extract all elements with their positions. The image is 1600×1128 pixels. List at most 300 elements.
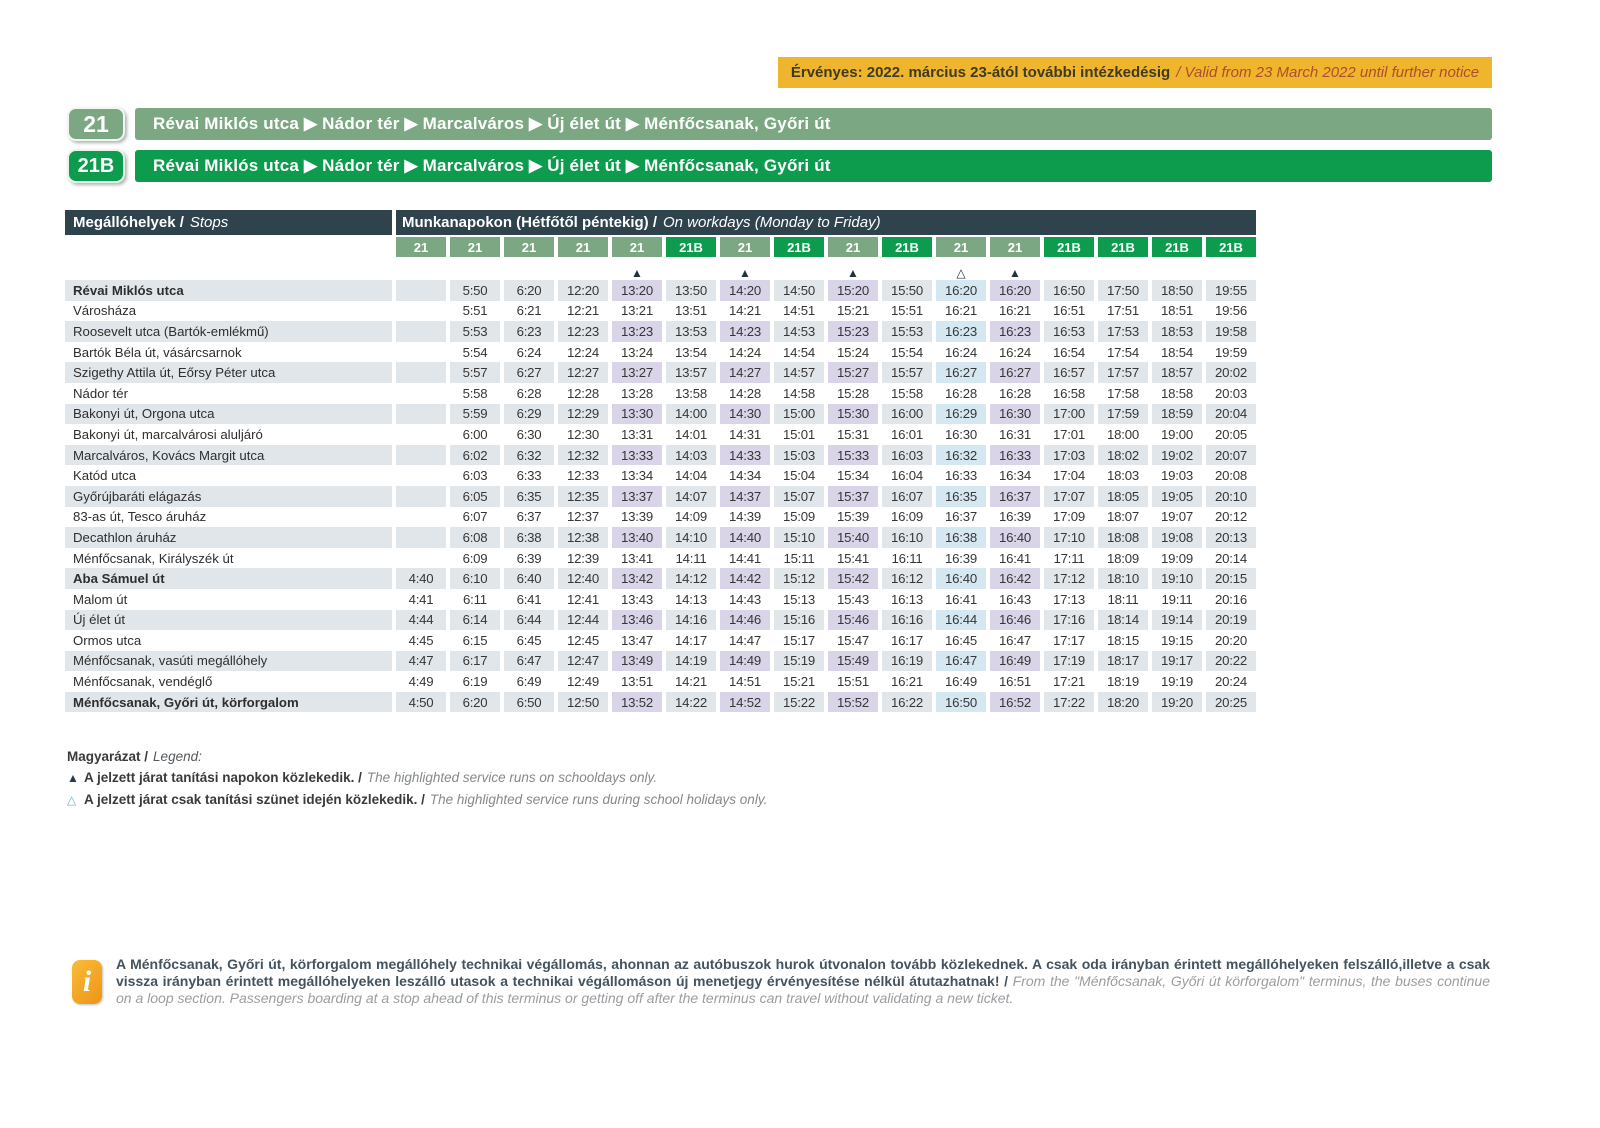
timetable-row: [65, 568, 1256, 589]
time-cell: 6:07: [462, 509, 488, 525]
time-cell: 17:50: [1098, 280, 1148, 301]
time-cell: [396, 321, 446, 342]
time-cell: 15:20: [828, 280, 878, 301]
stop-name: Nádor tér: [73, 385, 128, 401]
time-cell: 6:38: [504, 527, 554, 548]
time-cell: 6:49: [516, 674, 542, 690]
time-cell: 20:08: [1214, 468, 1247, 484]
time-cell: 17:53: [1098, 321, 1148, 342]
time-cell: 16:24: [944, 344, 977, 360]
time-cell: 16:58: [1052, 385, 1085, 401]
time-cell: [396, 465, 446, 486]
time-cell: 6:28: [516, 385, 542, 401]
info-note: [72, 956, 1490, 1006]
time-cell: 12:49: [566, 674, 599, 690]
time-cell: 18:50: [1152, 280, 1202, 301]
timetable-row: [65, 301, 1256, 322]
empty-marker: [504, 260, 554, 280]
time-cell: 15:12: [774, 568, 824, 589]
time-cell: 20:22: [1206, 651, 1256, 672]
time-cell: 16:38: [936, 527, 986, 548]
time-cell: 6:20: [450, 692, 500, 713]
stop-name: Ménfőcsanak, Győri út, körforgalom: [65, 692, 392, 713]
time-cell: 14:12: [666, 568, 716, 589]
time-cell: 16:03: [882, 445, 932, 466]
route-number-cell: 21B: [1152, 237, 1202, 257]
time-cell: 13:30: [612, 404, 662, 425]
time-cell: 6:33: [516, 468, 542, 484]
time-cell: 16:24: [998, 344, 1031, 360]
time-cell: 14:37: [720, 486, 770, 507]
time-cell: 14:53: [774, 321, 824, 342]
time-cell: 6:47: [504, 651, 554, 672]
time-cell: 19:03: [1160, 468, 1193, 484]
time-cell: 14:42: [720, 568, 770, 589]
workdays-header: [396, 210, 1256, 235]
time-cell: 16:53: [1044, 321, 1094, 342]
time-cell: 16:57: [1044, 362, 1094, 383]
time-cell: 12:27: [558, 362, 608, 383]
time-cell: 6:03: [462, 468, 488, 484]
stop-name: Győrújbaráti elágazás: [65, 486, 392, 507]
time-cell: 5:50: [450, 280, 500, 301]
time-cell: 14:39: [728, 509, 761, 525]
time-cell: 16:35: [936, 486, 986, 507]
info-text: [116, 956, 1490, 1006]
time-cell: 14:43: [728, 591, 761, 607]
time-cell: 6:19: [462, 674, 488, 690]
stops-column-header: [65, 210, 392, 235]
route-header-21b: [0, 149, 1600, 183]
time-cell: 15:50: [882, 280, 932, 301]
validity-text-en: / Valid from 23 March 2022 until further notice: [1176, 64, 1480, 81]
time-cell: 15:23: [828, 321, 878, 342]
time-cell: 15:42: [828, 568, 878, 589]
time-cell: 6:09: [462, 550, 488, 566]
time-cell: 14:54: [782, 344, 815, 360]
time-cell: 18:00: [1106, 426, 1139, 442]
time-cell: 16:37: [990, 486, 1040, 507]
route-badge-21: 21: [67, 107, 125, 141]
legend-text-hu: A jelzett járat csak tanítási szünet idején közlekedik. /: [84, 792, 425, 807]
time-cell: 16:23: [990, 321, 1040, 342]
stop-name: Városháza: [73, 303, 137, 319]
time-cell: 16:17: [890, 632, 923, 648]
time-cell: 12:23: [558, 321, 608, 342]
holiday-marker-icon: △: [956, 266, 966, 280]
time-cell: 6:50: [504, 692, 554, 713]
time-cell: 19:17: [1152, 651, 1202, 672]
time-cell: 17:10: [1044, 527, 1094, 548]
route-number-cell: 21: [936, 237, 986, 257]
time-cell: 18:19: [1106, 674, 1139, 690]
time-cell: 12:50: [558, 692, 608, 713]
legend-title-en: Legend:: [153, 749, 202, 764]
timetable-row: [65, 383, 1256, 404]
time-cell: 14:52: [720, 692, 770, 713]
time-cell: 13:40: [612, 527, 662, 548]
route-number-cell: 21: [450, 237, 500, 257]
time-cell: 15:10: [774, 527, 824, 548]
time-cell: 13:41: [620, 550, 653, 566]
time-cell: 16:49: [944, 674, 977, 690]
timetable-body: [65, 280, 1256, 712]
time-cell: 6:21: [516, 303, 542, 319]
time-cell: 6:30: [516, 426, 542, 442]
time-cell: 5:58: [462, 385, 488, 401]
time-cell: 15:39: [836, 509, 869, 525]
empty-marker: [882, 260, 932, 280]
time-cell: 14:13: [674, 591, 707, 607]
time-cell: 12:32: [558, 445, 608, 466]
time-cell: 16:50: [1044, 280, 1094, 301]
time-cell: 18:14: [1098, 610, 1148, 631]
time-cell: 4:50: [396, 692, 446, 713]
time-cell: 20:10: [1206, 486, 1256, 507]
time-cell: 16:33: [944, 468, 977, 484]
empty-marker: [666, 260, 716, 280]
stop-name: Katód utca: [73, 468, 137, 484]
time-cell: 16:39: [998, 509, 1031, 525]
time-cell: 6:10: [450, 568, 500, 589]
time-cell: 6:08: [450, 527, 500, 548]
time-cell: 13:43: [620, 591, 653, 607]
stop-name: Bakonyi út, Orgona utca: [65, 404, 392, 425]
time-cell: 17:11: [1053, 550, 1085, 566]
time-cell: 16:54: [1052, 344, 1085, 360]
time-cell: 15:51: [890, 303, 923, 319]
time-cell: 19:11: [1161, 591, 1193, 607]
time-cell: 16:46: [990, 610, 1040, 631]
time-cell: 13:33: [612, 445, 662, 466]
time-cell: 15:27: [828, 362, 878, 383]
time-cell: 19:59: [1214, 344, 1247, 360]
time-cell: 6:37: [516, 509, 542, 525]
time-cell: 15:21: [782, 674, 815, 690]
route-number-cell: 21: [990, 237, 1040, 257]
time-cell: 19:00: [1160, 426, 1193, 442]
time-cell: 15:04: [782, 468, 815, 484]
validity-banner: [778, 57, 1492, 88]
time-cell: 15:52: [828, 692, 878, 713]
time-cell: 15:17: [782, 632, 815, 648]
time-cell: 13:39: [620, 509, 653, 525]
time-cell: 14:17: [674, 632, 707, 648]
time-cell: [396, 548, 446, 569]
time-cell: 13:51: [674, 303, 707, 319]
time-cell: 20:05: [1214, 426, 1247, 442]
time-cell: 12:21: [566, 303, 599, 319]
time-cell: 15:58: [890, 385, 923, 401]
time-cell: 16:30: [944, 426, 977, 442]
time-cell: 14:57: [774, 362, 824, 383]
route-number-cell: 21: [828, 237, 878, 257]
time-cell: 6:05: [450, 486, 500, 507]
time-cell: 6:11: [463, 591, 487, 607]
time-cell: 18:20: [1098, 692, 1148, 713]
time-cell: 15:43: [836, 591, 869, 607]
time-cell: 18:08: [1098, 527, 1148, 548]
time-cell: 14:34: [728, 468, 761, 484]
time-cell: 14:41: [728, 550, 761, 566]
info-text-en: From the "Ménfőcsanak, Győri út körforgalom" terminus, the buses continue on a loop section. Passengers boarding at a stop ahead of this terminus or getting off after the terminus can travel without validating a new ticket.: [116, 972, 1490, 1006]
time-cell: 13:54: [674, 344, 707, 360]
route-description-21: Révai Miklós utca ▶ Nádor tér ▶ Marcalváros ▶ Új élet út ▶ Ménfőcsanak, Győri út: [135, 108, 1492, 140]
time-cell: 16:40: [990, 527, 1040, 548]
time-cell: 6:35: [504, 486, 554, 507]
timetable-row: [65, 651, 1256, 672]
time-cell: 14:51: [782, 303, 815, 319]
time-cell: 15:53: [882, 321, 932, 342]
time-cell: 13:37: [612, 486, 662, 507]
time-cell: 16:30: [990, 404, 1040, 425]
time-cell: 19:10: [1152, 568, 1202, 589]
time-cell: 15:41: [836, 550, 869, 566]
stops-header-hu: Megállóhelyek /: [73, 214, 184, 231]
time-cell: 17:57: [1098, 362, 1148, 383]
time-cell: 18:59: [1152, 404, 1202, 425]
legend-text-en: The highlighted service runs on schooldays only.: [366, 770, 657, 785]
time-cell: 12:40: [558, 568, 608, 589]
stop-name: Révai Miklós utca: [65, 280, 392, 301]
workdays-header-en: On workdays (Monday to Friday): [663, 214, 881, 231]
time-cell: 16:51: [998, 674, 1031, 690]
time-cell: 16:07: [882, 486, 932, 507]
time-cell: 16:27: [990, 362, 1040, 383]
legend-text-hu: A jelzett járat tanítási napokon közlekedik. /: [84, 770, 362, 785]
time-cell: 13:49: [612, 651, 662, 672]
time-cell: 16:20: [936, 280, 986, 301]
time-cell: 16:11: [891, 550, 923, 566]
time-cell: 15:34: [836, 468, 869, 484]
time-cell: 16:28: [998, 385, 1031, 401]
time-cell: 18:03: [1106, 468, 1139, 484]
time-cell: 19:19: [1160, 674, 1193, 690]
time-cell: 15:57: [882, 362, 932, 383]
stop-name: Ménfőcsanak, Királyszék út: [73, 550, 234, 566]
empty-marker: [558, 260, 608, 280]
time-cell: 6:41: [516, 591, 542, 607]
timetable-row: [65, 630, 1256, 651]
time-cell: 19:56: [1214, 303, 1247, 319]
route-number-cell: 21: [396, 237, 446, 257]
time-cell: 19:55: [1206, 280, 1256, 301]
time-cell: 20:20: [1214, 632, 1247, 648]
legend-title: [67, 746, 767, 767]
time-cell: 4:45: [408, 632, 434, 648]
time-cell: 15:31: [836, 426, 869, 442]
time-cell: 20:16: [1214, 591, 1247, 607]
time-cell: 17:54: [1106, 344, 1139, 360]
time-cell: 20:15: [1206, 568, 1256, 589]
time-cell: 15:33: [828, 445, 878, 466]
time-cell: 6:02: [450, 445, 500, 466]
holiday-marker-icon: △: [67, 793, 77, 807]
time-cell: 13:20: [612, 280, 662, 301]
time-cell: 16:00: [882, 404, 932, 425]
time-cell: 16:51: [1052, 303, 1085, 319]
route-number-cell: 21B: [882, 237, 932, 257]
time-cell: [396, 445, 446, 466]
time-cell: 16:47: [998, 632, 1031, 648]
timetable-row: [65, 445, 1256, 466]
route-badge-21b: 21B: [67, 149, 125, 183]
time-cell: 13:47: [620, 632, 653, 648]
time-cell: 5:51: [462, 303, 488, 319]
timetable-row: [65, 424, 1256, 445]
route-number-cell: 21B: [1098, 237, 1148, 257]
route-header-21: [0, 107, 1600, 141]
time-cell: 15:30: [828, 404, 878, 425]
time-cell: 17:04: [1052, 468, 1085, 484]
time-cell: 13:34: [620, 468, 653, 484]
time-cell: [396, 362, 446, 383]
time-cell: 17:01: [1052, 426, 1085, 442]
time-cell: 16:12: [882, 568, 932, 589]
time-cell: 6:29: [504, 404, 554, 425]
timetable-row: [65, 362, 1256, 383]
time-cell: 14:10: [666, 527, 716, 548]
time-cell: 15:07: [774, 486, 824, 507]
empty-marker: [1044, 260, 1094, 280]
time-cell: 17:12: [1044, 568, 1094, 589]
time-cell: 15:00: [774, 404, 824, 425]
time-cell: 18:05: [1098, 486, 1148, 507]
time-cell: 16:34: [998, 468, 1031, 484]
time-cell: 17:58: [1106, 385, 1139, 401]
time-cell: 14:23: [720, 321, 770, 342]
time-cell: 12:20: [558, 280, 608, 301]
empty-marker: [774, 260, 824, 280]
time-cell: 18:07: [1106, 509, 1139, 525]
time-cell: 13:21: [620, 303, 653, 319]
time-cell: 12:39: [566, 550, 599, 566]
time-cell: 20:12: [1214, 509, 1247, 525]
time-cell: 12:33: [566, 468, 599, 484]
time-cell: 17:03: [1044, 445, 1094, 466]
time-cell: 12:37: [566, 509, 599, 525]
route-number-cell: 21B: [1044, 237, 1094, 257]
legend-text-en: The highlighted service runs during school holidays only.: [429, 792, 768, 807]
timetable-row: [65, 671, 1256, 692]
timetable: [65, 210, 1256, 712]
time-cell: 13:46: [612, 610, 662, 631]
time-cell: 6:00: [462, 426, 488, 442]
time-cell: 12:24: [566, 344, 599, 360]
time-cell: 15:16: [774, 610, 824, 631]
time-cell: 15:11: [783, 550, 815, 566]
time-cell: 15:13: [782, 591, 815, 607]
timetable-row: [65, 465, 1256, 486]
time-cell: 19:08: [1152, 527, 1202, 548]
school-marker-icon: ▲: [67, 771, 79, 785]
time-cell: 6:32: [504, 445, 554, 466]
timetable-row: [65, 507, 1256, 528]
timetable-row: [65, 692, 1256, 713]
time-cell: 12:44: [558, 610, 608, 631]
time-cell: 14:09: [674, 509, 707, 525]
time-cell: 16:47: [936, 651, 986, 672]
stops-header-en: Stops: [189, 214, 229, 231]
time-cell: 14:28: [728, 385, 761, 401]
time-cell: 16:42: [990, 568, 1040, 589]
time-cell: 18:11: [1107, 591, 1139, 607]
time-cell: [396, 301, 446, 322]
time-cell: 16:41: [998, 550, 1031, 566]
time-cell: 18:58: [1160, 385, 1193, 401]
workdays-header-hu: Munkanapokon (Hétfőtől péntekig) /: [402, 214, 657, 231]
time-cell: 15:28: [836, 385, 869, 401]
route-number-cell: 21: [612, 237, 662, 257]
time-cell: 17:59: [1098, 404, 1148, 425]
time-cell: 6:15: [462, 632, 488, 648]
time-cell: 19:15: [1160, 632, 1193, 648]
time-cell: 20:02: [1206, 362, 1256, 383]
school-marker-icon: ▲: [847, 266, 859, 280]
route-number-cell: 21: [558, 237, 608, 257]
time-cell: 15:01: [782, 426, 815, 442]
time-cell: 12:30: [566, 426, 599, 442]
stop-name: Szigethy Attila út, Eőrsy Péter utca: [65, 362, 392, 383]
time-cell: 19:14: [1152, 610, 1202, 631]
time-cell: 5:59: [450, 404, 500, 425]
empty-marker: [1098, 260, 1148, 280]
time-cell: 12:45: [566, 632, 599, 648]
time-cell: 17:16: [1044, 610, 1094, 631]
time-cell: 16:49: [990, 651, 1040, 672]
legend-item: [67, 767, 767, 789]
time-cell: 14:03: [666, 445, 716, 466]
time-cell: 14:21: [728, 303, 761, 319]
time-cell: 16:13: [890, 591, 923, 607]
school-marker-icon: ▲: [1009, 266, 1021, 280]
time-cell: 20:14: [1214, 550, 1247, 566]
time-cell: 16:50: [936, 692, 986, 713]
stop-name: 83-as út, Tesco áruház: [73, 509, 207, 525]
time-cell: 5:53: [450, 321, 500, 342]
time-cell: 14:50: [774, 280, 824, 301]
stop-name: Ménfőcsanak, vasúti megállóhely: [65, 651, 392, 672]
route-number-row: [65, 237, 1256, 259]
time-cell: 4:44: [396, 610, 446, 631]
time-cell: 15:24: [836, 344, 869, 360]
time-cell: [396, 342, 446, 363]
time-cell: 13:52: [612, 692, 662, 713]
time-cell: 18:15: [1106, 632, 1139, 648]
time-cell: 6:24: [516, 344, 542, 360]
time-cell: 12:47: [558, 651, 608, 672]
time-cell: 16:45: [944, 632, 977, 648]
time-cell: 16:40: [936, 568, 986, 589]
time-cell: 12:35: [558, 486, 608, 507]
time-cell: 13:28: [620, 385, 653, 401]
timetable-row: [65, 527, 1256, 548]
time-cell: 13:50: [666, 280, 716, 301]
time-cell: 17:17: [1052, 632, 1085, 648]
time-cell: 4:49: [408, 674, 434, 690]
time-cell: 19:20: [1152, 692, 1202, 713]
time-cell: 13:42: [612, 568, 662, 589]
timetable-header-row: [65, 210, 1256, 235]
time-cell: 6:17: [450, 651, 500, 672]
time-cell: 15:22: [774, 692, 824, 713]
time-cell: 16:29: [936, 404, 986, 425]
time-cell: 12:28: [566, 385, 599, 401]
time-cell: 16:09: [890, 509, 923, 525]
time-cell: 15:54: [890, 344, 923, 360]
time-cell: 14:30: [720, 404, 770, 425]
time-cell: 14:21: [674, 674, 707, 690]
